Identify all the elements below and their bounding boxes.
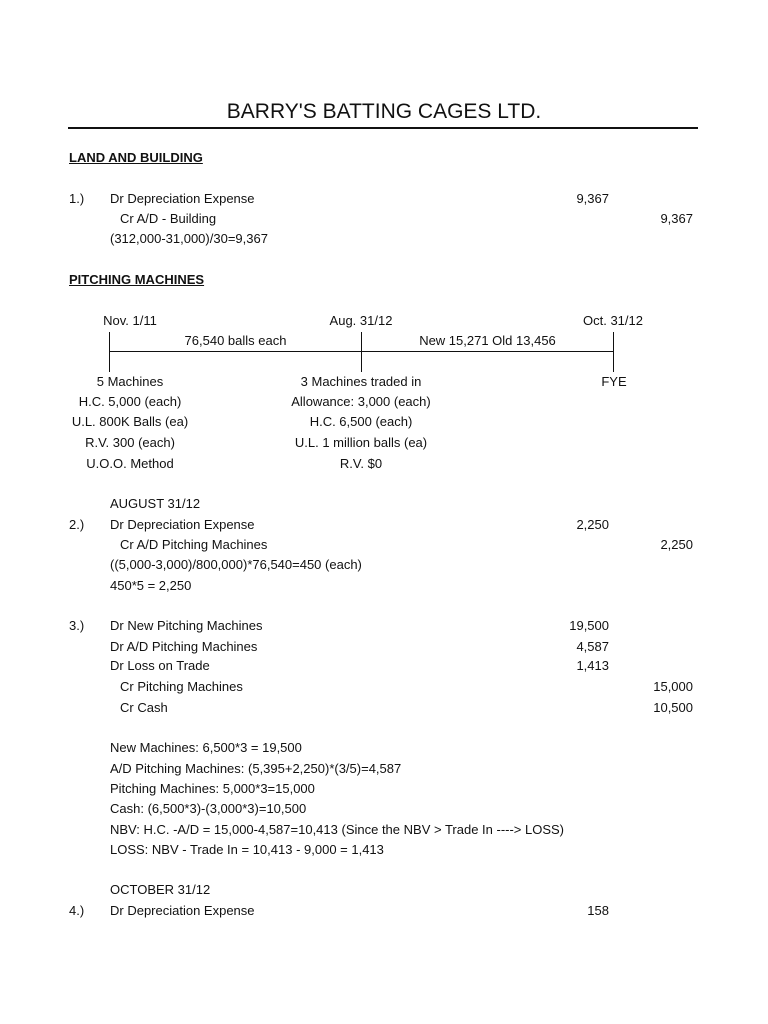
timeline-col2-line: U.L. 1 million balls (ea)	[294, 435, 428, 450]
entry-3-line-label: Cr Pitching Machines	[120, 679, 243, 694]
entry-3-line-cr: 15,000	[653, 679, 693, 694]
entry-2-dr-label: Dr Depreciation Expense	[110, 517, 255, 532]
entry-4-dr-amount: 158	[587, 903, 609, 918]
entry-1-dr-label: Dr Depreciation Expense	[110, 191, 255, 206]
entry-3-line-label: Dr Loss on Trade	[110, 658, 210, 673]
timeline-col1-line: U.L. 800K Balls (ea)	[71, 414, 189, 429]
august-heading: AUGUST 31/12	[110, 496, 201, 511]
timeline-col2-line: R.V. $0	[339, 456, 383, 471]
entry-3-note: New Machines: 6,500*3 = 19,500	[110, 740, 302, 755]
entry-3-line-dr: 1,413	[576, 658, 609, 673]
pitching-machines-heading: PITCHING MACHINES	[69, 272, 205, 287]
timeline-col1-line: R.V. 300 (each)	[85, 435, 175, 450]
entry-3-line-label: Dr A/D Pitching Machines	[110, 639, 258, 654]
entry-3-note: A/D Pitching Machines: (5,395+2,250)*(3/5)=4,587	[110, 761, 402, 776]
entry-1-calculation: (312,000-31,000)/30=9,367	[110, 231, 268, 246]
timeline-col1-line: 5 Machines	[96, 374, 164, 389]
entry-1-cr-label: Cr A/D - Building	[120, 211, 217, 226]
timeline-segment-1-label: 76,540 balls each	[184, 333, 287, 348]
entry-3-note: Cash: (6,500*3)-(3,000*3)=10,500	[110, 801, 307, 816]
entry-2-calculation-2: 450*5 = 2,250	[110, 578, 192, 593]
entry-1-number: 1.)	[69, 191, 85, 206]
timeline-col2-line: H.C. 6,500 (each)	[309, 414, 413, 429]
entry-4-number: 4.)	[69, 903, 85, 918]
timeline-tick-3	[613, 332, 614, 372]
entry-2-calculation-1: ((5,000-3,000)/800,000)*76,540=450 (each)	[110, 557, 362, 572]
timeline-tick-1	[109, 332, 110, 372]
land-building-heading: LAND AND BUILDING	[69, 150, 203, 165]
entry-1-dr-amount: 9,367	[576, 191, 609, 206]
entry-3-line-dr: 4,587	[576, 639, 609, 654]
entry-1-cr-amount: 9,367	[660, 211, 693, 226]
page-title: BARRY'S BATTING CAGES LTD.	[226, 100, 542, 123]
timeline-date-1: Nov. 1/11	[103, 313, 157, 328]
timeline-tick-2	[361, 332, 362, 372]
entry-4-dr-label: Dr Depreciation Expense	[110, 903, 255, 918]
october-heading: OCTOBER 31/12	[110, 882, 211, 897]
timeline-col2-line: 3 Machines traded in	[300, 374, 422, 389]
entry-2-dr-amount: 2,250	[576, 517, 609, 532]
entry-3-line-label: Dr New Pitching Machines	[110, 618, 263, 633]
timeline-date-3: Oct. 31/12	[583, 313, 643, 328]
timeline-col2-line: Allowance: 3,000 (each)	[291, 394, 431, 409]
entry-3-number: 3.)	[69, 618, 85, 633]
timeline-date-2: Aug. 31/12	[329, 313, 393, 328]
timeline-segment-2-label: New 15,271 Old 13,456	[419, 333, 556, 348]
timeline-col3-fye: FYE	[601, 374, 627, 389]
title-underline	[68, 127, 698, 129]
entry-3-line-cr: 10,500	[653, 700, 693, 715]
entry-3-note: Pitching Machines: 5,000*3=15,000	[110, 781, 315, 796]
entry-3-line-label: Cr Cash	[120, 700, 168, 715]
entry-3-note: LOSS: NBV - Trade In = 10,413 - 9,000 = 1,413	[110, 842, 384, 857]
timeline-col1-line: U.O.O. Method	[86, 456, 174, 471]
entry-3-note: NBV: H.C. -A/D = 15,000-4,587=10,413 (Since the NBV > Trade In ----> LOSS)	[110, 822, 565, 837]
entry-2-number: 2.)	[69, 517, 85, 532]
timeline-col1-line: H.C. 5,000 (each)	[78, 394, 182, 409]
entry-2-cr-label: Cr A/D Pitching Machines	[120, 537, 268, 552]
entry-2-cr-amount: 2,250	[660, 537, 693, 552]
entry-3-line-dr: 19,500	[569, 618, 609, 633]
